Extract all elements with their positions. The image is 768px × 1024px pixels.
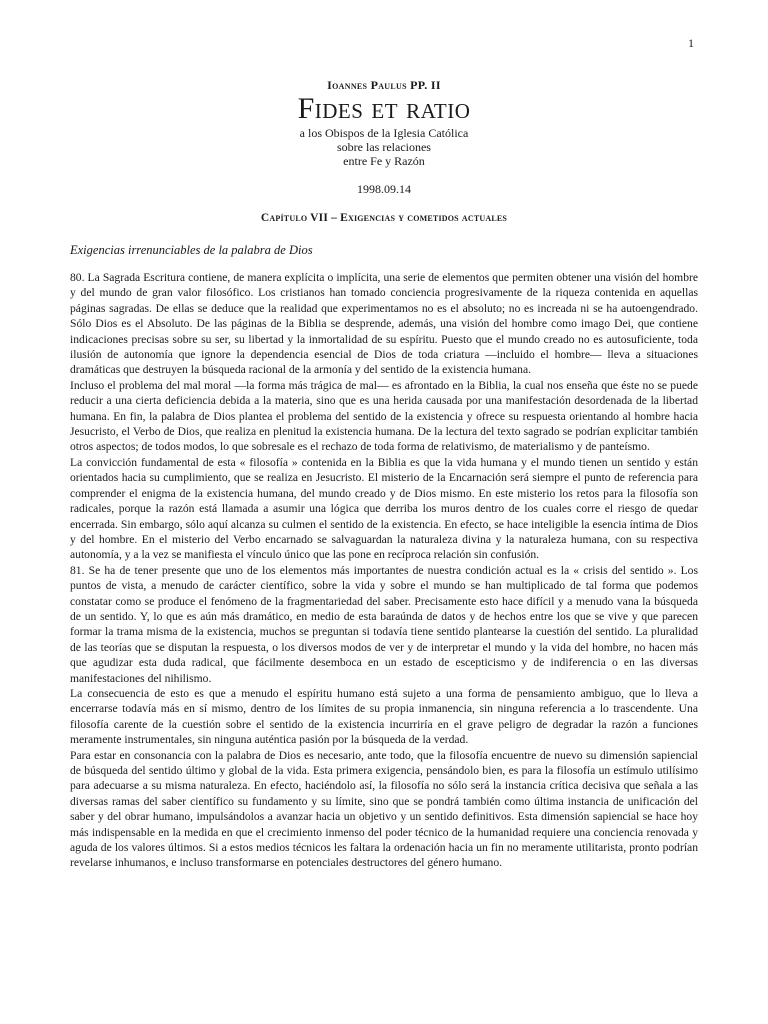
- subtitle-line: a los Obispos de la Iglesia Católica: [299, 126, 469, 140]
- paragraph: 80. La Sagrada Escritura contiene, de manera explícita o implícita, una serie de elementos que permiten obtener una visión del hombre y del mundo de gran valor filosófico. Los cristianos han tomado conciencia progresivamente de la riqueza contenida en aquellas páginas sagradas. De ellas se deduce que la realidad que experimentamos no es el absoluto; no es increada ni se ha autoengendrado. Sólo Dios es el Absoluto. De las páginas de la Biblia se desprende, además, una visión del hombre como imago Dei, que contiene indicaciones precisas sobre su ser, su libertad y la inmortalidad de su espíritu. Puesto que el mundo creado no es autosuficiente, toda ilusión de autonomía que ignore la dependencia esencial de Dios de toda criatura —incluido el hombre— lleva a situaciones dramáticas que destruyen la búsqueda racional de la armonía y del sentido de la existencia humana.: [70, 271, 698, 377]
- document-title: Fides et ratio: [297, 92, 471, 125]
- paragraph: Incluso el problema del mal moral —la forma más trágica de mal— es afrontado en la Biblia, la cual nos enseña que éste no se puede reducir a una cierta deficiencia debida a la materia, sino que es una herida causada por una manifestación desordenada de la libertad humana. En fin, la palabra de Dios plantea el problema del sentido de la existencia y ofrece su respuesta orientando al hombre hacia Jesucristo, el Verbo de Dios, que realiza en plenitud la existencia humana. De la lectura del texto sagrado se podrían explicitar también otros aspectos; de todos modos, lo que sobresale es el rechazo de toda forma de relativismo, de materialismo y de panteísmo.: [70, 378, 698, 454]
- page-number: 1: [688, 36, 694, 50]
- subtitle-line: sobre las relaciones: [337, 140, 431, 154]
- paragraph: La convicción fundamental de esta « filosofía » contenida en la Biblia es que la vida humana y el mundo tienen un sentido y están orientados hacia su cumplimiento, que se realiza en Jesucristo. El misterio de la Encarnación será siempre el punto de referencia para comprender el enigma de la existencia humana, del mundo creado y de Dios mismo. En este misterio los retos para la filosofía son radicales, porque la razón está llamada a asumir una lógica que derriba los muros dentro de los cuales corre el riesgo de quedar encerrada. Sin embargo, sólo aquí alcanza su culmen el sentido de la existencia. En efecto, se hace inteligible la esencia íntima de Dios y del hombre. En el misterio del Verbo encarnado se salvaguardan la naturaleza divina y la naturaleza humana, con su respectiva autonomía, y a la vez se manifiesta el vínculo único que las pone en recíproca relación sin confusión.: [70, 455, 698, 562]
- paragraph: La consecuencia de esto es que a menudo el espíritu humano está sujeto a una forma de pensamiento ambiguo, que lo lleva a encerrarse todavía más en sí mismo, dentro de los límites de su propia inmanencia, sin ninguna referencia a lo trascendente. Una filosofía carente de la cuestión sobre el sentido de la existencia incurriría en el grave peligro de degradar la razón a funciones meramente instrumentales, sin ninguna auténtica pasión por la búsqueda de la verdad.: [70, 686, 698, 747]
- document-date: 1998.09.14: [357, 182, 411, 196]
- body-text: [70, 270, 698, 871]
- paragraph: Para estar en consonancia con la palabra de Dios es necesario, ante todo, que la filosofía encuentre de nuevo su dimensión sapiencial de búsqueda del sentido último y global de la vida. Esta primera exigencia, pensándolo bien, es para la filosofía un estímulo utilísimo para adecuarse a su misma naturaleza. En efecto, haciéndolo así, la filosofía no sólo será la instancia crítica decisiva que señala a las diversas ramas del saber científico su fundamento y su límite, sino que se pondrá también como última instancia de unificación del saber y del obrar humano, impulsándolos a avanzar hacia un objetivo y un sentido definitivos. Esta dimensión sapiencial se hace hoy más indispensable en la medida en que el crecimiento inmenso del poder técnico de la humanidad requiere una conciencia renovada y aguda de los valores últimos. Si a estos medios técnicos les faltara la ordenación hacia un fin no meramente utilitarista, pronto podrían revelarse inhumanos, e incluso transformarse en potenciales destructores del género humano.: [70, 748, 698, 870]
- section-heading: Exigencias irrenunciables de la palabra de Dios: [70, 243, 313, 257]
- paragraph: 81. Se ha de tener presente que uno de los elementos más importantes de nuestra condición actual es la « crisis del sentido ». Los puntos de vista, a menudo de carácter científico, sobre la vida y sobre el mundo se han multiplicado de tal forma que podemos constatar como se produce el fenómeno de la fragmentariedad del saber. Precisamente esto hace difícil y a menudo vana la búsqueda de un sentido. Y, lo que es aún más dramático, en medio de esta baraúnda de datos y de hechos entre los que se vive y que parecen formar la trama misma de la existencia, muchos se preguntan si todavía tiene sentido plantearse la cuestión del sentido. La pluralidad de las teorías que se disputan la respuesta, o los diversos modos de ver y de interpretar el mundo y la vida del hombre, no hacen más que agudizar esta duda radical, que fácilmente desemboca en un estado de escepticismo y de indiferencia o en las diversas manifestaciones del nihilismo.: [70, 563, 698, 685]
- author-name: Ioannes Paulus PP. II: [327, 78, 441, 92]
- subtitle-line: entre Fe y Razón: [343, 154, 425, 168]
- chapter-heading: Capítulo VII – Exigencias y cometidos actuales: [260, 212, 508, 224]
- document-subtitle: [0, 126, 768, 168]
